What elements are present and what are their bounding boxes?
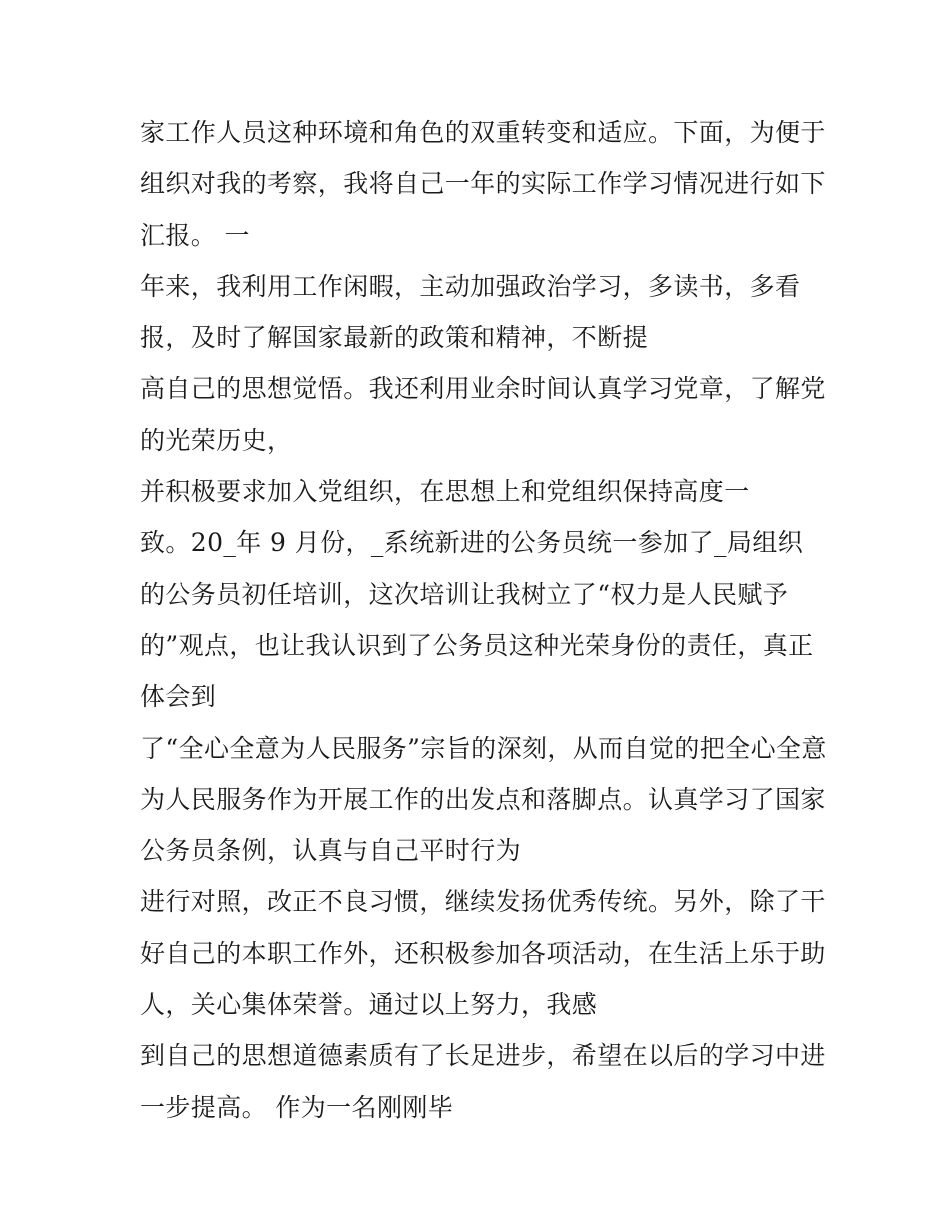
text-line: 进行对照，改正不良习惯，继续发扬优秀传统。另外，除了干 [140, 887, 826, 917]
text-line: 的光荣历史， [140, 425, 293, 455]
text-line: 的公务员初任培训，这次培训让我树立了“权力是人民赋予 [140, 579, 789, 609]
text-line: 好自己的本职工作外，还积极参加各项活动，在生活上乐于助 [140, 938, 826, 968]
text-line: 高自己的思想觉悟。我还利用业余时间认真学习党章，了解党 [140, 374, 826, 404]
text-line: 并积极要求加入党组织，在思想上和党组织保持高度一 [140, 477, 750, 507]
text-line: 汇报。 一 [140, 220, 250, 250]
text-line: 致。20_年 9 月份，_系统新进的公务员统一参加了_局组织 [140, 528, 804, 558]
text-line: 了“全心全意为人民服务”宗旨的深刻，从而自觉的把全心全意 [140, 733, 827, 763]
text-line: 为人民服务作为开展工作的出发点和落脚点。认真学习了国家 [140, 784, 826, 814]
text-line: 体会到 [140, 682, 217, 712]
text-line: 到自己的思想道德素质有了长足进步，希望在以后的学习中进 [140, 1041, 826, 1071]
text-line: 报，及时了解国家最新的政策和精神，不断提 [140, 323, 649, 353]
text-line: 公务员条例，认真与自己平时行为 [140, 836, 522, 866]
text-line: 年来，我利用工作闲暇，主动加强政治学习，多读书，多看 [140, 271, 801, 301]
document-body [140, 107, 830, 1133]
text-line: 组织对我的考察，我将自己一年的实际工作学习情况进行如下 [140, 169, 826, 199]
text-line: 的”观点，也让我认识到了公务员这种光荣身份的责任，真正 [140, 630, 814, 660]
text-line: 一步提高。 作为一名刚刚毕 [140, 1092, 454, 1122]
text-line: 家工作人员这种环境和角色的双重转变和适应。下面，为便于 [140, 118, 826, 147]
text-line: 人，关心集体荣誉。通过以上努力，我感 [140, 990, 598, 1020]
